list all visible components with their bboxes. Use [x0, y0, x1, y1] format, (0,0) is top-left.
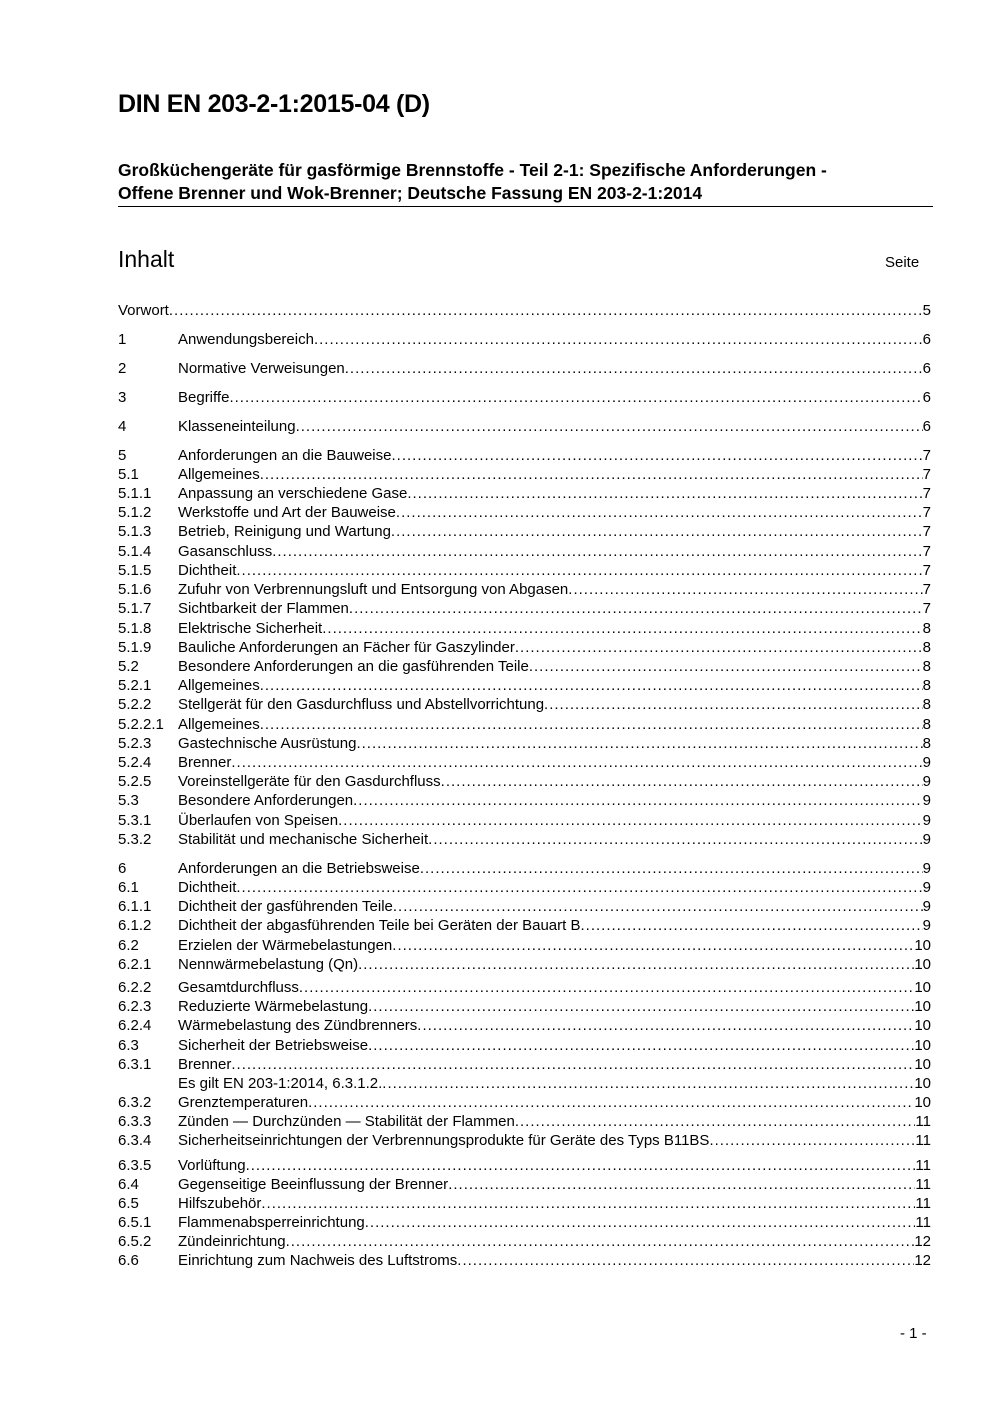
toc-dot-leader — [392, 447, 923, 465]
toc-entry-number: 6.2.4 — [118, 1017, 152, 1034]
toc-entry-title: Wärmebelastung des Zündbrenners — [178, 1017, 418, 1034]
document-subtitle — [118, 159, 933, 205]
toc-dot-leader — [709, 1132, 915, 1150]
toc-entry-number: 2 — [118, 360, 127, 377]
toc-entry-number: 6.3.2 — [118, 1094, 152, 1111]
toc-entry-title: Bauliche Anforderungen an Fächer für Gaszylinder — [178, 639, 515, 656]
toc-entry-page: 11 — [915, 1214, 931, 1231]
toc-entry[interactable] — [118, 1113, 931, 1131]
toc-dot-leader — [338, 812, 923, 830]
toc-entry-page: 9 — [922, 792, 931, 809]
toc-entry[interactable] — [118, 1094, 931, 1112]
toc-entry[interactable] — [118, 716, 931, 734]
toc-entry[interactable] — [118, 620, 931, 638]
toc-entry[interactable] — [118, 360, 931, 378]
toc-entry[interactable] — [118, 1176, 931, 1194]
toc-entry-title: Anforderungen an die Bauweise — [178, 447, 392, 464]
toc-entry-title: Zünden — Durchzünden — Stabilität der Flammen — [178, 1113, 515, 1130]
toc-dot-leader — [358, 956, 914, 974]
toc-entry-title: Dichtheit der abgasführenden Teile bei Geräten der Bauart B — [178, 917, 581, 934]
toc-entry-number: 5.2.2.1 — [118, 716, 164, 733]
toc-entry-page: 7 — [922, 581, 931, 598]
toc-entry-title: Reduzierte Wärmebelastung — [178, 998, 369, 1015]
toc-dot-leader — [272, 543, 922, 561]
toc-entry-number: 6.4 — [118, 1176, 139, 1193]
toc-entry[interactable] — [118, 543, 931, 561]
toc-entry-page: 10 — [914, 1094, 931, 1111]
toc-entry-title: Überlaufen von Speisen — [178, 812, 339, 829]
toc-entry-title: Einrichtung zum Nachweis des Luftstroms — [178, 1252, 458, 1269]
toc-entry-page: 7 — [922, 466, 931, 483]
toc-entry-page: 11 — [915, 1157, 931, 1174]
toc-dot-leader — [382, 1075, 914, 1093]
toc-entry-title: Sicherheit der Betriebsweise — [178, 1037, 369, 1054]
toc-entry-page: 11 — [915, 1176, 931, 1193]
toc-entry-page: 5 — [922, 302, 931, 319]
toc-dot-leader — [529, 658, 923, 676]
toc-dot-leader — [308, 1094, 914, 1112]
footer-page-number: - 1 - — [900, 1325, 927, 1342]
toc-entry-title: Vorwort — [118, 302, 169, 319]
toc-entry-title: Es gilt EN 203-1:2014, 6.3.1.2. — [178, 1075, 383, 1092]
toc-entry-number: 5.2 — [118, 658, 139, 675]
toc-entry[interactable] — [118, 696, 931, 714]
toc-entry[interactable] — [118, 600, 931, 618]
toc-dot-leader — [229, 389, 922, 407]
toc-entry-number: 1 — [118, 331, 127, 348]
toc-entry-title: Zufuhr von Verbrennungsluft und Entsorgung von Abgasen — [178, 581, 569, 598]
toc-entry[interactable] — [118, 485, 931, 503]
toc-entry-title: Gasanschluss — [178, 543, 273, 560]
toc-entry[interactable] — [118, 792, 931, 810]
toc-entry-title: Nennwärmebelastung (Qn) — [178, 956, 359, 973]
toc-entry-number: 6.2.1 — [118, 956, 152, 973]
toc-entry-number: 5.1.9 — [118, 639, 152, 656]
toc-dot-leader — [236, 562, 922, 580]
toc-entry-number: 5.1.6 — [118, 581, 152, 598]
subtitle-line-1: Großküchengeräte für gasförmige Brennstoffe - Teil 2-1: Spezifische Anforderungen - — [118, 160, 827, 180]
toc-entry[interactable] — [118, 1132, 931, 1150]
subtitle-line-2: Offene Brenner und Wok-Brenner; Deutsche Fassung EN 203-2-1:2014 — [118, 183, 703, 203]
toc-entry-page: 12 — [914, 1252, 931, 1269]
toc-entry-title: Gegenseitige Beeinflussung der Brenner — [178, 1176, 449, 1193]
toc-dot-leader — [260, 677, 923, 695]
toc-entry-title: Anforderungen an die Betriebsweise — [178, 860, 420, 877]
toc-entry-title: Elektrische Sicherheit — [178, 620, 323, 637]
toc-entry-number: 6.2.2 — [118, 979, 152, 996]
toc-entry[interactable] — [118, 639, 931, 657]
toc-entry-page: 10 — [914, 956, 931, 973]
toc-entry-number: 5.1.7 — [118, 600, 152, 617]
toc-entry-title: Flammenabsperreinrichtung — [178, 1214, 365, 1231]
toc-entry-page: 9 — [922, 812, 931, 829]
toc-entry[interactable] — [118, 812, 931, 830]
toc-entry-number: 5.2.1 — [118, 677, 152, 694]
toc-dot-leader — [515, 1113, 916, 1131]
toc-entry[interactable] — [118, 677, 931, 695]
toc-entry[interactable] — [118, 331, 931, 349]
toc-entry-title: Werkstoffe und Art der Bauweise — [178, 504, 396, 521]
toc-dot-leader — [393, 898, 923, 916]
toc-entry-number: 5.2.5 — [118, 773, 152, 790]
toc-entry-number — [118, 1075, 178, 1093]
toc-entry-title: Allgemeines — [178, 466, 260, 483]
toc-dot-leader — [236, 879, 922, 897]
toc-entry-page: 6 — [922, 418, 931, 435]
toc-entry-title: Dichtheit — [178, 562, 237, 579]
toc-dot-leader — [417, 1017, 914, 1035]
toc-dot-leader — [365, 1214, 916, 1232]
toc-entry[interactable] — [118, 466, 931, 484]
toc-entry[interactable] — [118, 1157, 931, 1175]
toc-entry[interactable] — [118, 998, 931, 1016]
toc-entry-title: Klasseneinteilung — [178, 418, 296, 435]
toc-entry-title: Allgemeines — [178, 677, 260, 694]
toc-entry-title: Anpassung an verschiedene Gase — [178, 485, 408, 502]
toc-entry-page: 9 — [922, 898, 931, 915]
toc-entry-title: Hilfszubehör — [178, 1195, 262, 1212]
toc-entry-title: Allgemeines — [178, 716, 260, 733]
toc-entry[interactable] — [118, 831, 931, 849]
toc-entry-page: 8 — [922, 716, 931, 733]
toc-dot-leader — [322, 620, 922, 638]
toc-entry-title: Gastechnische Ausrüstung — [178, 735, 357, 752]
toc-dot-leader — [392, 937, 914, 955]
toc-entry-title: Vorlüftung — [178, 1157, 246, 1174]
toc-entry[interactable] — [118, 658, 931, 676]
toc-entry-title: Normative Verweisungen — [178, 360, 345, 377]
toc-dot-leader — [568, 581, 922, 599]
toc-entry-number: 5.1.8 — [118, 620, 152, 637]
toc-dot-leader — [345, 360, 923, 378]
toc-entry[interactable] — [118, 562, 931, 580]
toc-entry-number: 5.2.4 — [118, 754, 152, 771]
toc-entry[interactable] — [118, 754, 931, 772]
toc-entry-title: Brenner — [178, 754, 232, 771]
toc-entry-page: 7 — [922, 485, 931, 502]
toc-entry-page: 7 — [922, 562, 931, 579]
toc-dot-leader — [353, 792, 923, 810]
toc-entry-page: 6 — [922, 389, 931, 406]
toc-dot-leader — [391, 523, 923, 541]
toc-entry-page: 10 — [914, 1075, 931, 1092]
toc-entry-number: 5 — [118, 447, 127, 464]
toc-entry-number: 4 — [118, 418, 127, 435]
toc-entry-page: 7 — [922, 600, 931, 617]
toc-entry-page: 10 — [914, 1017, 931, 1034]
toc-page-column-label: Seite — [885, 254, 920, 271]
toc-entry[interactable] — [118, 735, 931, 753]
toc-entry-page: 9 — [922, 917, 931, 934]
toc-entry-page: 10 — [914, 1056, 931, 1073]
toc-entry[interactable] — [118, 917, 931, 935]
toc-entry-title: Besondere Anforderungen — [178, 792, 354, 809]
toc-entry-title: Betrieb, Reinigung und Wartung — [178, 523, 391, 540]
toc-dot-leader — [407, 485, 922, 503]
toc-entry[interactable] — [118, 447, 931, 465]
toc-dot-leader — [441, 773, 923, 791]
toc-entry-number: 5.3.2 — [118, 831, 152, 848]
toc-dot-leader — [260, 716, 923, 734]
toc-entry[interactable] — [118, 581, 931, 599]
toc-entry-number: 6.5.2 — [118, 1233, 152, 1250]
toc-entry-number: 6.1 — [118, 879, 139, 896]
toc-entry[interactable] — [118, 956, 931, 974]
toc-entry-page: 12 — [914, 1233, 931, 1250]
toc-entry-number: 6.6 — [118, 1252, 139, 1269]
toc-dot-leader — [286, 1233, 915, 1251]
toc-entry-page: 10 — [914, 1037, 931, 1054]
toc-entry-title: Grenztemperaturen — [178, 1094, 309, 1111]
toc-entry-number: 6.3.3 — [118, 1113, 152, 1130]
toc-entry-title: Sicherheitseinrichtungen der Verbrennungsprodukte für Geräte des Typs B11BS — [178, 1132, 710, 1149]
toc-entry-page: 9 — [922, 879, 931, 896]
toc-entry-title: Zündeinrichtung — [178, 1233, 286, 1250]
toc-entry-number: 6.3.1 — [118, 1056, 152, 1073]
toc-entry-page: 8 — [922, 639, 931, 656]
toc-entry-title: Stellgerät für den Gasdurchfluss und Abstellvorrichtung — [178, 696, 545, 713]
toc-entry[interactable] — [118, 1017, 931, 1035]
toc-entry-page: 8 — [922, 735, 931, 752]
toc-dot-leader — [260, 466, 923, 484]
toc-dot-leader — [261, 1195, 915, 1213]
toc-entry-number: 6.2 — [118, 937, 139, 954]
toc-entry-title: Dichtheit der gasführenden Teile — [178, 898, 393, 915]
toc-entry-page: 9 — [922, 754, 931, 771]
toc-entry[interactable] — [118, 773, 931, 791]
toc-entry[interactable] — [118, 1252, 931, 1270]
toc-entry-title: Besondere Anforderungen an die gasführenden Teile — [178, 658, 529, 675]
toc-dot-leader — [296, 418, 923, 436]
toc-entry-title: Anwendungsbereich — [178, 331, 314, 348]
toc-dot-leader — [356, 735, 922, 753]
toc-entry-page: 7 — [922, 447, 931, 464]
toc-entry-page: 9 — [922, 860, 931, 877]
toc-entry-page: 7 — [922, 543, 931, 560]
toc-entry-page: 9 — [922, 831, 931, 848]
toc-entry-page: 7 — [922, 504, 931, 521]
toc-dot-leader — [231, 754, 922, 772]
toc-entry-page: 6 — [922, 360, 931, 377]
toc-entry-number: 5.1.4 — [118, 543, 152, 560]
toc-entry[interactable] — [118, 523, 931, 541]
toc-entry-title: Gesamtdurchfluss — [178, 979, 299, 996]
toc-dot-leader — [299, 979, 914, 997]
toc-dot-leader — [420, 860, 923, 878]
toc-dot-leader — [515, 639, 923, 657]
toc-entry-page: 8 — [922, 658, 931, 675]
toc-entry-number: 5.1.2 — [118, 504, 152, 521]
toc-entry-number: 5.3.1 — [118, 812, 152, 829]
toc-entry-page: 10 — [914, 998, 931, 1015]
toc-dot-leader — [368, 1037, 914, 1055]
toc-dot-leader — [314, 331, 923, 349]
toc-entry-page: 11 — [915, 1113, 931, 1130]
document-title: DIN EN 203-2-1:2015-04 (D) — [118, 90, 430, 118]
toc-entry-number: 6.1.2 — [118, 917, 152, 934]
toc-entry-number: 5.2.3 — [118, 735, 152, 752]
toc-entry[interactable] — [118, 1075, 931, 1093]
title-divider — [118, 206, 933, 207]
toc-entry-page: 11 — [915, 1195, 931, 1212]
toc-entry[interactable] — [118, 879, 931, 897]
toc-heading: Inhalt — [118, 246, 175, 272]
toc-entry-number: 6.5 — [118, 1195, 139, 1212]
toc-dot-leader — [580, 917, 922, 935]
toc-entry[interactable] — [118, 860, 931, 878]
toc-entry-page: 8 — [922, 620, 931, 637]
toc-entry[interactable] — [118, 302, 931, 320]
toc-dot-leader — [246, 1157, 916, 1175]
toc-dot-leader — [448, 1176, 915, 1194]
toc-entry[interactable] — [118, 898, 931, 916]
toc-dot-leader — [368, 998, 914, 1016]
toc-entry-number: 3 — [118, 389, 127, 406]
toc-entry[interactable] — [118, 1037, 931, 1055]
toc-entry-number: 5.1.5 — [118, 562, 152, 579]
toc-entry-page: 10 — [914, 979, 931, 996]
toc-entry-page: 6 — [922, 331, 931, 348]
toc-dot-leader — [231, 1056, 914, 1074]
toc-entry-page: 11 — [915, 1132, 931, 1149]
toc-entry-page: 8 — [922, 677, 931, 694]
toc-entry[interactable] — [118, 389, 931, 407]
toc-dot-leader — [349, 600, 923, 618]
toc-entry-number: 5.3 — [118, 792, 139, 809]
toc-entry[interactable] — [118, 937, 931, 955]
toc-entry[interactable] — [118, 1214, 931, 1232]
toc-dot-leader — [544, 696, 923, 714]
toc-entry-title: Sichtbarkeit der Flammen — [178, 600, 349, 617]
toc-entry-title: Erzielen der Wärmebelastungen — [178, 937, 393, 954]
toc-entry[interactable] — [118, 1056, 931, 1074]
toc-entry-number: 6.1.1 — [118, 898, 152, 915]
toc-entry-title: Stabilität und mechanische Sicherheit — [178, 831, 429, 848]
toc-dot-leader — [428, 831, 923, 849]
toc-entry-page: 8 — [922, 696, 931, 713]
toc-entry[interactable] — [118, 1195, 931, 1213]
toc-entry-page: 10 — [914, 937, 931, 954]
toc-entry-number: 6.2.3 — [118, 998, 152, 1015]
toc-entry-number: 5.1.1 — [118, 485, 152, 502]
toc-entry-number: 6.5.1 — [118, 1214, 152, 1231]
toc-entry-page: 9 — [922, 773, 931, 790]
toc-entry-number: 6 — [118, 860, 127, 877]
toc-entry[interactable] — [118, 418, 931, 436]
toc-entry-title: Voreinstellgeräte für den Gasdurchfluss — [178, 773, 441, 790]
toc-entry-number: 6.3 — [118, 1037, 139, 1054]
toc-entry-page: 7 — [922, 523, 931, 540]
toc-entry-number: 6.3.5 — [118, 1157, 152, 1174]
toc-entry-number: 5.2.2 — [118, 696, 152, 713]
toc-entry[interactable] — [118, 979, 931, 997]
toc-dot-leader — [396, 504, 923, 522]
toc-entry-number: 6.3.4 — [118, 1132, 152, 1149]
toc-entry-title: Brenner — [178, 1056, 232, 1073]
toc-entry-title: Dichtheit — [178, 879, 237, 896]
toc-dot-leader — [169, 302, 923, 320]
toc-entry[interactable] — [118, 1233, 931, 1251]
toc-entry-number: 5.1.3 — [118, 523, 152, 540]
toc-entry-title: Begriffe — [178, 389, 230, 406]
toc-entry[interactable] — [118, 504, 931, 522]
toc-dot-leader — [457, 1252, 914, 1270]
toc-entry-number: 5.1 — [118, 466, 139, 483]
